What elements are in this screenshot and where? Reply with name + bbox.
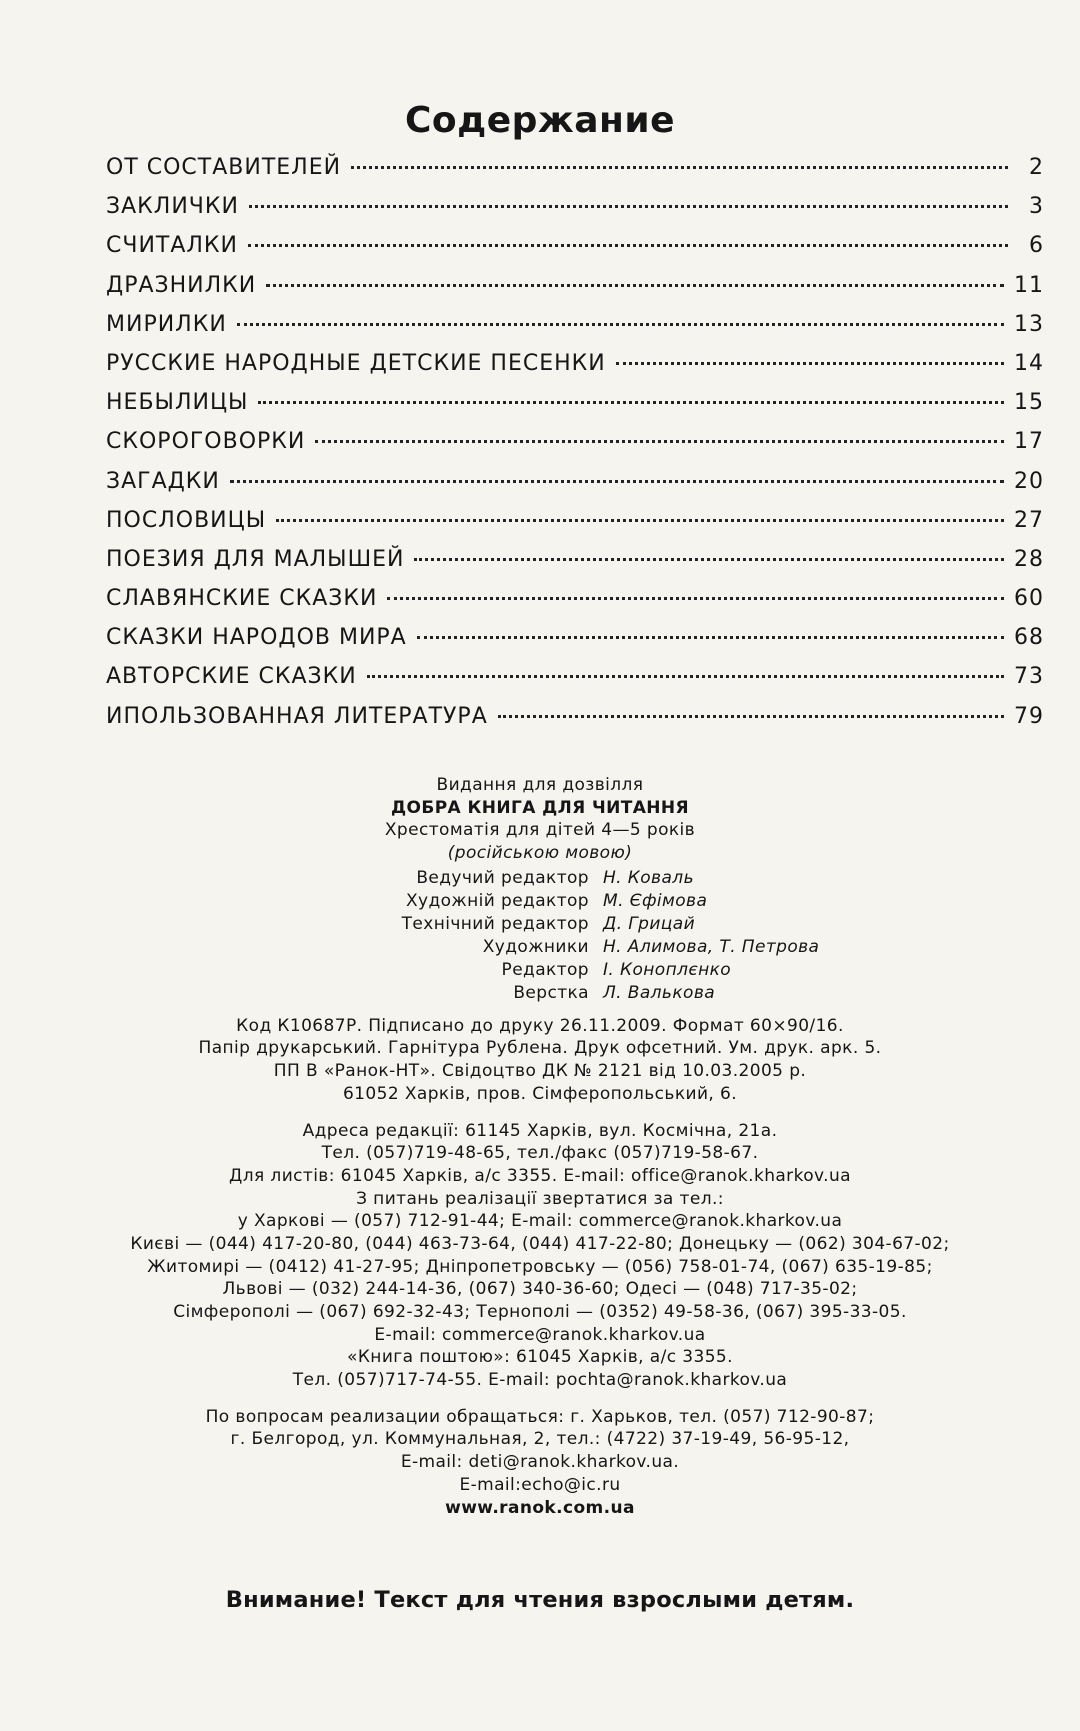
imprint-block — [0, 775, 1080, 1520]
tech-line: 61052 Харків, пров. Сімферопольський, 6. — [342, 1083, 738, 1104]
toc-entry-page: 79 — [1014, 703, 1044, 729]
staff-role: Редактор — [501, 959, 589, 980]
toc-entry — [106, 429, 1044, 468]
toc-entry-page: 60 — [1014, 586, 1044, 612]
toc-entry — [106, 155, 1044, 194]
toc-entry — [106, 351, 1044, 390]
toc-entry-label: ПОЕЗИЯ ДЛЯ МАЛЫШЕЙ — [106, 546, 405, 572]
tech-line: ПП В «Ранок-НТ». Свідоцтво ДК № 2121 від 10.03.2005 р. — [273, 1061, 807, 1082]
toc-entry — [106, 664, 1044, 703]
toc-entry-page: 13 — [1014, 311, 1044, 337]
toc-entry — [106, 469, 1044, 508]
contact-line: Львові — (032) 244-14-36, (067) 340-36-60; Одесі — (048) 717-35-02; — [222, 1279, 858, 1300]
toc-leader-dots — [616, 362, 1004, 365]
toc-entry-label: РУССКИЕ НАРОДНЫЕ ДЕТСКИЕ ПЕСЕНКИ — [106, 350, 606, 376]
staff-row — [0, 891, 1080, 914]
toc-leader-dots — [367, 675, 1004, 678]
toc-entry — [106, 233, 1044, 272]
contact-line: у Харкові — (057) 712-91-44; E-mail: commerce@ranok.kharkov.ua — [237, 1211, 843, 1232]
russia-sales-details — [0, 1407, 1080, 1520]
toc-entry — [106, 312, 1044, 351]
russia-contact-line: г. Белгород, ул. Коммунальная, 2, тел.: (4722) 37-19-49, 56-95-12, — [230, 1429, 850, 1450]
toc-leader-dots — [266, 284, 1004, 287]
contact-line: E-mail: commerce@ranok.kharkov.ua — [374, 1324, 706, 1345]
toc-entry-label: СКОРОГОВОРКИ — [106, 429, 306, 455]
toc-entry-page: 14 — [1014, 350, 1044, 376]
toc-entry-page: 11 — [1014, 272, 1044, 298]
toc-entry-label: СЧИТАЛКИ — [106, 233, 239, 259]
toc-entry — [106, 194, 1044, 233]
staff-role: Верстка — [513, 982, 589, 1003]
toc-entry-page: 28 — [1014, 546, 1044, 572]
toc-leader-dots — [248, 244, 1008, 247]
toc-entry — [106, 586, 1044, 625]
contact-line: Адреса редакції: 61145 Харків, вул. Космічна, 21а. — [302, 1120, 778, 1141]
reading-notice: Внимание! Текст для чтения взрослыми детям. — [225, 1587, 855, 1613]
staff-name: М. Єфімова — [603, 890, 708, 911]
staff-role: Художній редактор — [405, 890, 589, 911]
toc-entry-page: 6 — [1029, 233, 1044, 259]
staff-row — [0, 868, 1080, 891]
staff-list — [0, 868, 1080, 1006]
toc-entry — [106, 625, 1044, 664]
staff-name: Л. Валькова — [603, 982, 716, 1003]
staff-row — [0, 983, 1080, 1006]
staff-row — [0, 960, 1080, 983]
toc-leader-dots — [237, 323, 1004, 326]
contact-line: Сімферополі — (067) 692-32-43; Тернополі — (0352) 49-58-36, (067) 395-33-05. — [173, 1302, 907, 1322]
russia-contact-line: E-mail:echo@ic.ru — [459, 1474, 621, 1495]
russia-contact-line: www.ranok.com.ua — [445, 1497, 635, 1518]
edition-type: Видання для дозвілля — [436, 775, 644, 795]
toc-entry — [106, 704, 1044, 743]
toc-leader-dots — [315, 440, 1004, 443]
toc-leader-dots — [387, 597, 1004, 600]
contact-line: З питань реалізації звертатися за тел.: — [356, 1188, 724, 1209]
toc-entry-page: 15 — [1014, 390, 1044, 416]
toc-entry-label: ОТ СОСТАВИТЕЛЕЙ — [106, 155, 342, 180]
book-title: ДОБРА КНИГА ДЛЯ ЧИТАННЯ — [390, 797, 690, 818]
toc-entry-page: 27 — [1014, 507, 1044, 533]
staff-name: Н. Алимова, Т. Петрова — [603, 936, 820, 957]
toc-entry-label: МИРИЛКИ — [106, 311, 227, 337]
contact-line: Житомирі — (0412) 41-27-95; Дніпропетровську — (056) 758-01-74, (067) 635-19-85; — [147, 1256, 933, 1277]
book-subtitle: Хрестоматія для дітей 4—5 років — [384, 820, 696, 841]
staff-name: І. Коноплєнко — [603, 959, 732, 980]
table-of-contents — [106, 155, 1044, 743]
staff-role: Художники — [482, 936, 589, 957]
toc-entry-label: ЗАГАДКИ — [106, 468, 220, 494]
toc-entry-page: 73 — [1014, 664, 1044, 690]
toc-leader-dots — [498, 715, 1004, 718]
toc-entry-page: 68 — [1014, 625, 1044, 651]
toc-entry-page: 17 — [1014, 429, 1044, 455]
toc-entry-label: СЛАВЯНСКИЕ СКАЗКИ — [106, 586, 378, 612]
tech-details — [0, 1016, 1080, 1107]
russia-contact-line: По вопросам реализации обращаться: г. Харьков, тел. (057) 712-90-87; — [205, 1406, 875, 1427]
staff-name: Н. Коваль — [603, 867, 694, 888]
staff-role: Ведучий редактор — [416, 867, 589, 888]
toc-leader-dots — [414, 558, 1004, 561]
toc-entry-page: 3 — [1029, 194, 1044, 220]
toc-entry-label: АВТОРСКИЕ СКАЗКИ — [106, 664, 357, 690]
page-title: Содержание — [404, 100, 676, 141]
toc-entry — [106, 273, 1044, 312]
contact-line: «Книга поштою»: 61045 Харків, а/с 3355. — [347, 1347, 733, 1368]
toc-entry-page: 2 — [1029, 155, 1044, 180]
staff-row — [0, 937, 1080, 960]
toc-entry-label: НЕБЫЛИЦЫ — [106, 390, 249, 416]
toc-entry — [106, 390, 1044, 429]
contact-line: Тел. (057)717-74-55. E-mail: pochta@ranok.kharkov.ua — [292, 1370, 788, 1391]
contact-line: Для листів: 61045 Харків, а/с 3355. E-mail: office@ranok.kharkov.ua — [229, 1165, 851, 1186]
contact-line: Тел. (057)719-48-65, тел./факс (057)719-58-67. — [321, 1143, 759, 1164]
contact-line: Києві — (044) 417-20-80, (044) 463-73-64, (044) 417-22-80; Донецьку — (062) 304-67-02; — [130, 1233, 950, 1254]
staff-name: Д. Грицай — [603, 913, 696, 934]
tech-line: Код К10687Р. Підписано до друку 26.11.2009. Формат 60×90/16. — [236, 1015, 844, 1036]
staff-row — [0, 914, 1080, 937]
toc-entry — [106, 547, 1044, 586]
toc-entry-label: ДРАЗНИЛКИ — [106, 272, 257, 298]
contact-details — [0, 1121, 1080, 1393]
toc-entry-label: ИПОЛЬЗОВАННАЯ ЛИТЕРАТУРА — [106, 703, 488, 729]
toc-leader-dots — [230, 480, 1004, 483]
tech-line: Папір друкарський. Гарнітура Рублена. Друк офсетний. Ум. друк. арк. 5. — [198, 1038, 882, 1059]
staff-role: Технічний редактор — [401, 913, 589, 934]
toc-leader-dots — [276, 519, 1004, 522]
toc-leader-dots — [351, 166, 1008, 169]
toc-leader-dots — [417, 636, 1004, 639]
toc-entry — [106, 508, 1044, 547]
toc-leader-dots — [249, 205, 1008, 208]
toc-entry-label: ПОСЛОВИЦЫ — [106, 507, 267, 533]
russia-contact-line: E-mail: deti@ranok.kharkov.ua. — [400, 1452, 680, 1473]
toc-entry-page: 20 — [1014, 468, 1044, 494]
book-language: (російською мовою) — [447, 843, 633, 864]
toc-entry-label: СКАЗКИ НАРОДОВ МИРА — [106, 625, 407, 651]
toc-entry-label: ЗАКЛИЧКИ — [106, 194, 239, 220]
toc-leader-dots — [258, 401, 1004, 404]
